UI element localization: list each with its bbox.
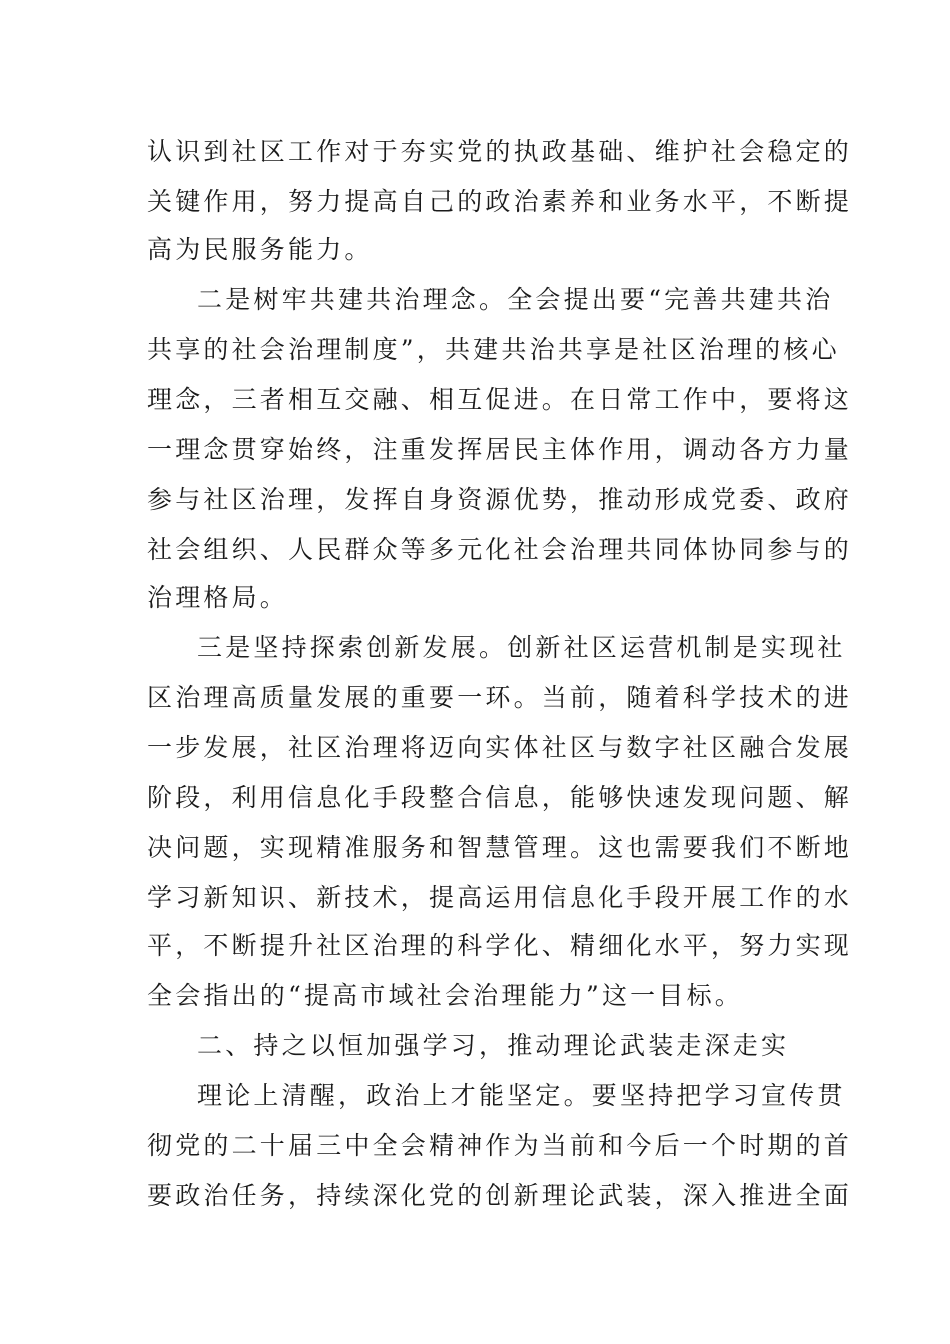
text-line: 社会组织、人民群众等多元化社会治理共同体协同参与的	[147, 535, 853, 564]
text-line: 认识到社区工作对于夯实党的执政基础、维护社会稳定的	[147, 137, 853, 166]
text-line: 彻党的二十届三中全会精神作为当前和今后一个时期的首	[147, 1131, 853, 1160]
text-line: 一步发展，社区治理将迈向实体社区与数字社区融合发展	[147, 733, 853, 762]
text-line: 平，不断提升社区治理的科学化、精细化水平，努力实现	[147, 931, 853, 960]
text-line: 高为民服务能力。	[147, 235, 373, 264]
text-line: 全会指出的“提高市域社会治理能力”这一目标。	[147, 981, 743, 1010]
text-line: 参与社区治理，发挥自身资源优势，推动形成党委、政府	[147, 485, 853, 514]
text-line: 学习新知识、新技术，提高运用信息化手段开展工作的水	[147, 883, 853, 912]
paragraph-start-line: 理论上清醒，政治上才能坚定。要坚持把学习宣传贯	[197, 1081, 846, 1110]
text-line: 阶段，利用信息化手段整合信息，能够快速发现问题、解	[147, 783, 853, 812]
paragraph-start-line: 三是坚持探索创新发展。创新社区运营机制是实现社	[197, 633, 846, 662]
section-heading: 二、持之以恒加强学习，推动理论武装走深走实	[197, 1031, 790, 1060]
text-line: 共享的社会治理制度”，共建共治共享是社区治理的核心	[147, 335, 840, 364]
text-line: 要政治任务，持续深化党的创新理论武装，深入推进全面	[147, 1181, 853, 1210]
text-line: 关键作用，努力提高自己的政治素养和业务水平，不断提	[147, 187, 853, 216]
text-line: 区治理高质量发展的重要一环。当前，随着科学技术的进	[147, 683, 853, 712]
text-line: 决问题，实现精准服务和智慧管理。这也需要我们不断地	[147, 833, 853, 862]
text-line: 治理格局。	[147, 583, 289, 612]
text-line: 一理念贯穿始终，注重发挥居民主体作用，调动各方力量	[147, 435, 853, 464]
text-line: 理念，三者相互交融、相互促进。在日常工作中，要将这	[147, 385, 853, 414]
paragraph-start-line: 二是树牢共建共治理念。全会提出要“完善共建共治	[197, 285, 834, 314]
